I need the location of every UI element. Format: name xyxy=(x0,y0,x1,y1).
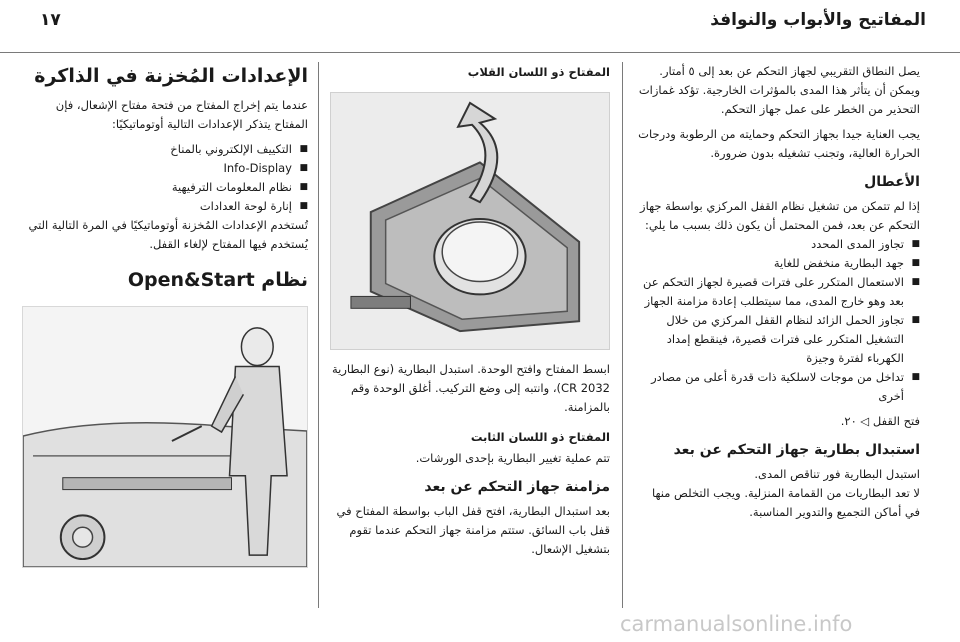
column-divider-right xyxy=(622,62,623,608)
column-divider-left xyxy=(318,62,319,608)
memory-intro: عندما يتم إخراج المفتاح من فتحة مفتاح الإشعال، فإن المفتاح يتذكر الإعدادات التالية أوتوماتيكيًا: xyxy=(55,98,308,131)
list-item: ■ نظام المعلومات الترفيهية xyxy=(22,178,308,197)
battery-paragraph-2: لا تعد البطاريات من القمامة المنزلية. ويجب التخلص منها في أماكن التجميع والتدوير المناسبة. xyxy=(651,486,920,519)
key-battery-illustration xyxy=(330,92,610,350)
battery-caption: ابسط المفتاح وافتح الوحدة. استبدل البطارية (نوع البطارية CR 2032)، وانتبه إلى وضع التركيب. أغلق الوحدة وقم بالمزامنة. xyxy=(331,362,610,414)
list-item: ■ تجاوز الحمل الزائد لنظام القفل المركزي من خلال التشغيل المتكرر على فترات قصيرة، فينقطع إمداد الكهرباء لفترة وجيزة xyxy=(634,311,920,368)
open-start-illustration xyxy=(22,306,308,568)
folding-key-heading: المفتاح ذو اللسان القلاب xyxy=(467,65,610,79)
memory-settings-heading: الإعدادات المُخزنة في الذاكرة xyxy=(34,65,308,87)
list-item: ■ إنارة لوحة العدادات xyxy=(22,197,308,216)
faults-paragraph: إذا لم تتمكن من تشغيل نظام القفل المركزي بواسطة جهاز التحكم عن بعد، فمن المحتمل أن يكون ذلك بسبب ما يلي: xyxy=(640,199,920,232)
page-header xyxy=(0,0,960,44)
battery-replace-heading: استبدال بطارية جهاز التحكم عن بعد xyxy=(673,442,920,458)
left-column xyxy=(22,62,308,568)
man-by-car-illustration xyxy=(23,307,307,567)
header-divider xyxy=(0,52,960,53)
key-open-illustration xyxy=(331,93,609,349)
list-item: ■ تجاوز المدى المحدد xyxy=(634,235,920,254)
list-item: ■ التكييف الإلكتروني بالمناخ xyxy=(22,140,308,159)
fixed-key-heading: المفتاح ذو اللسان الثابت xyxy=(470,430,610,444)
battery-paragraph-1: استبدل البطارية فور تناقص المدى. xyxy=(754,467,920,481)
right-column xyxy=(634,62,920,522)
faults-list xyxy=(634,235,920,406)
list-item: ■ جهد البطارية منخفض للغاية xyxy=(634,254,920,273)
list-item: ■ الاستعمال المتكرر على فترات قصيرة لجهاز التحكم عن بعد وهو خارج المدى، مما سيتطلب إعادة مزامنة الجهاز xyxy=(634,273,920,311)
page-number: ١٧ xyxy=(40,10,61,30)
open-start-heading: نظام Open&Start xyxy=(127,269,308,291)
memory-list xyxy=(22,140,308,216)
faults-heading: الأعطال xyxy=(864,174,920,190)
range-paragraph: يصل النطاق التقريبي لجهاز التحكم عن بعد إلى ٥ أمتار. ويمكن أن يتأثر هذا المدى بالمؤثرات الخارجية. تؤكد غمازات التحذير من الخطر على عمل جهاز التحكم. xyxy=(638,64,920,116)
care-paragraph: يجب العناية جيدا بجهاز التحكم وحمايته من الرطوبة ودرجات الحرارة العالية، وتجنب تشغيله بدون ضرورة. xyxy=(638,127,920,160)
fixed-key-paragraph: تتم عملية تغيير البطارية بإحدى الورشات. xyxy=(415,451,610,465)
watermark-text: carmanualsonline.info xyxy=(620,612,853,636)
unlock-reference-link[interactable]: فتح القفل ◁ ٢٠. xyxy=(840,414,920,428)
list-item: ■ تداخل من موجات لاسلكية ذات قدرة أعلى من مصادر أخرى xyxy=(634,368,920,406)
memory-outro: تُستخدم الإعدادات المُخزنة أوتوماتيكيًا في المرة التالية التي يُستخدم فيها المفتاح لإلغاء القفل. xyxy=(28,218,308,251)
list-item: ■ Info-Display xyxy=(22,159,308,178)
chapter-title: المفاتيح والأبواب والنوافذ xyxy=(710,10,926,30)
sync-paragraph: بعد استبدال البطارية، افتح قفل الباب بواسطة المفتاح في قفل باب السائق. ستتم مزامنة جهاز التحكم عندما تقوم بتشغيل الإشعال. xyxy=(336,504,610,556)
middle-column xyxy=(330,62,610,559)
sync-heading: مزامنة جهاز التحكم عن بعد xyxy=(424,479,610,495)
